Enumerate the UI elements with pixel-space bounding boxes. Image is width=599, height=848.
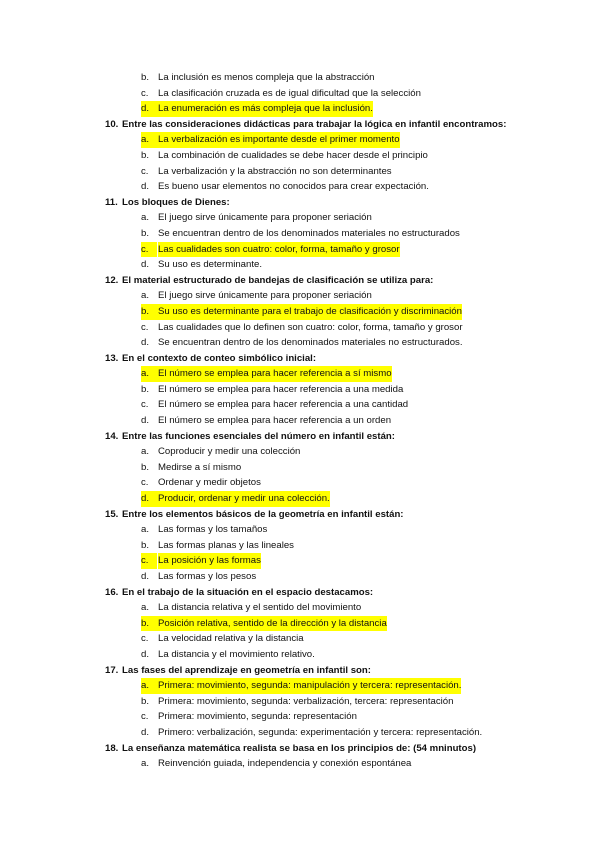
- question-text: El material estructurado de bandejas de clasificación se utiliza para:: [122, 274, 434, 286]
- question-number: 17.: [105, 664, 119, 676]
- question-heading: [0, 507, 599, 523]
- answer-option: [0, 522, 599, 538]
- option-letter: d.: [141, 259, 150, 271]
- option-letter: b.: [141, 72, 150, 83]
- option-text: El juego sirve únicamente para proponer seriación: [158, 290, 372, 302]
- answer-option-highlighted: [0, 366, 599, 382]
- answer-option: [0, 86, 599, 102]
- option-text: El número se emplea para hacer referencia a una cantidad: [158, 399, 409, 411]
- option-letter: a.: [141, 678, 158, 694]
- option-letter: a.: [141, 758, 150, 770]
- question-text: En el contexto de conteo simbólico inicial:: [122, 352, 317, 364]
- option-letter: d.: [141, 571, 150, 582]
- option-letter: c.: [141, 321, 149, 333]
- answer-option-highlighted: [0, 678, 599, 694]
- option-text: Primero: verbalización, segunda: experimentación y tercera: representación.: [158, 726, 483, 738]
- option-text: La clasificación cruzada es de igual dificultad que la selección: [158, 87, 421, 99]
- question-number: 18.: [105, 742, 119, 754]
- question-number: 15.: [105, 508, 119, 520]
- question-number: 14.: [105, 430, 119, 442]
- question-heading: [0, 741, 599, 757]
- option-letter: b.: [141, 539, 150, 551]
- option-text: Es bueno usar elementos no conocidos para crear expectación.: [158, 181, 429, 193]
- quiz-content: [0, 70, 599, 772]
- question-heading: [0, 429, 599, 445]
- question-heading: [0, 585, 599, 601]
- option-text: Primera: movimiento, segunda: manipulación y tercera: representación.: [158, 678, 461, 694]
- answer-option-highlighted: [0, 491, 599, 507]
- question-text: Entre las funciones esenciales del número en infantil están:: [122, 430, 395, 442]
- option-text: El número se emplea para hacer referencia a sí mismo: [158, 366, 392, 382]
- answer-option-highlighted: [0, 553, 599, 569]
- option-text: La distancia y el movimiento relativo.: [158, 648, 315, 660]
- answer-option: [0, 179, 599, 195]
- question-heading: [0, 351, 599, 367]
- option-text: Su uso es determinante para el trabajo de clasificación y discriminación: [158, 304, 462, 320]
- option-letter: a.: [141, 212, 150, 224]
- option-text: Ordenar y medir objetos: [158, 477, 261, 489]
- option-letter: a.: [141, 602, 150, 614]
- option-text: La posición y las formas: [158, 553, 261, 569]
- option-text: El número se emplea para hacer referencia a una medida: [158, 383, 404, 395]
- option-text: Se encuentran dentro de los denominados materiales no estructurados: [158, 227, 460, 239]
- option-text: El número se emplea para hacer referencia a un orden: [158, 415, 392, 427]
- answer-option: [0, 694, 599, 710]
- option-text: La enumeración es más compleja que la inclusión.: [158, 101, 373, 117]
- option-letter: d.: [141, 337, 150, 349]
- answer-option: [0, 569, 599, 585]
- answer-option-highlighted: [0, 132, 599, 148]
- option-letter: c.: [141, 399, 149, 411]
- option-letter: d.: [141, 648, 150, 660]
- question-number: 10.: [105, 118, 119, 130]
- answer-option: [0, 709, 599, 725]
- answer-option: [0, 600, 599, 616]
- answer-option: [0, 444, 599, 460]
- option-text: La combinación de cualidades se debe hacer desde el principio: [158, 149, 428, 161]
- answer-option-highlighted: [0, 304, 599, 320]
- option-letter: d.: [141, 415, 150, 427]
- question-number: 13.: [105, 352, 119, 364]
- answer-option: [0, 756, 599, 772]
- option-text: Primera: movimiento, segunda: representación: [158, 711, 357, 723]
- option-letter: b.: [141, 695, 150, 707]
- option-text: Las formas planas y las lineales: [158, 539, 294, 551]
- option-letter: b.: [141, 149, 150, 161]
- question-text: Entre las consideraciones didácticas para trabajar la lógica en infantil encontramos:: [122, 118, 507, 130]
- question-number: 16.: [105, 586, 119, 598]
- option-letter: b.: [141, 304, 158, 320]
- option-text: Las cualidades son cuatro: color, forma, tamaño y grosor: [158, 242, 400, 258]
- question-text: Entre los elementos básicos de la geometría en infantil están:: [122, 508, 404, 520]
- question-number: 11.: [105, 196, 118, 208]
- answer-option: [0, 538, 599, 554]
- question-text: La enseñanza matemática realista se basa en los principios de: (54 mninutos): [122, 742, 477, 754]
- option-text: Reinvención guiada, independencia y conexión espontánea: [158, 758, 412, 770]
- answer-option-highlighted: [0, 242, 599, 258]
- option-letter: c.: [141, 242, 157, 258]
- option-letter: c.: [141, 711, 149, 723]
- option-letter: c.: [141, 553, 157, 569]
- answer-option: [0, 382, 599, 398]
- answer-option: [0, 288, 599, 304]
- option-letter: a.: [141, 290, 150, 302]
- option-text: La distancia relativa y el sentido del movimiento: [158, 602, 362, 614]
- option-letter: d.: [141, 491, 158, 507]
- question-text: En el trabajo de la situación en el espacio destacamos:: [122, 586, 374, 598]
- option-text: Coproducir y medir una colección: [158, 446, 301, 458]
- option-text: Producir, ordenar y medir una colección.: [158, 491, 330, 507]
- option-letter: d.: [141, 181, 150, 193]
- answer-option: [0, 631, 599, 647]
- answer-option: [0, 397, 599, 413]
- option-text: La verbalización y la abstracción no son determinantes: [158, 165, 392, 177]
- option-letter: c.: [141, 477, 149, 489]
- option-letter: c.: [141, 165, 149, 177]
- answer-option: [0, 475, 599, 491]
- answer-option: [0, 335, 599, 351]
- option-letter: c.: [141, 633, 149, 645]
- option-text: Se encuentran dentro de los denominados materiales no estructurados.: [158, 337, 463, 349]
- option-letter: a.: [141, 366, 158, 382]
- option-letter: b.: [141, 461, 150, 473]
- option-letter: a.: [141, 524, 150, 536]
- option-text: Primera: movimiento, segunda: verbalización, tercera: representación: [158, 695, 454, 707]
- option-text: Medirse a sí mismo: [158, 461, 242, 473]
- question-heading: [0, 195, 599, 211]
- answer-option: [0, 210, 599, 226]
- answer-option: [0, 413, 599, 429]
- option-text: Las formas y los pesos: [158, 571, 257, 582]
- option-text: La inclusión es menos compleja que la abstracción: [158, 72, 375, 83]
- option-letter: b.: [141, 227, 150, 239]
- answer-option: [0, 148, 599, 164]
- option-text: Posición relativa, sentido de la dirección y la distancia: [158, 616, 387, 632]
- option-text: Las cualidades que lo definen son cuatro: color, forma, tamaño y grosor: [158, 321, 463, 333]
- option-letter: c.: [141, 87, 149, 99]
- option-letter: d.: [141, 101, 158, 117]
- answer-option: [0, 70, 599, 86]
- question-text: Las fases del aprendizaje en geometría en infantil son:: [122, 664, 371, 676]
- answer-option: [0, 257, 599, 273]
- answer-option: [0, 164, 599, 180]
- option-text: La velocidad relativa y la distancia: [158, 633, 304, 645]
- question-heading: [0, 663, 599, 679]
- question-heading: [0, 273, 599, 289]
- answer-option: [0, 647, 599, 663]
- option-text: La verbalización es importante desde el primer momento: [158, 132, 400, 148]
- question-text: Los bloques de Dienes:: [122, 196, 230, 208]
- answer-option: [0, 725, 599, 741]
- option-text: Su uso es determinante.: [158, 259, 262, 271]
- answer-option: [0, 460, 599, 476]
- option-letter: d.: [141, 726, 150, 738]
- option-text: Las formas y los tamaños: [158, 524, 268, 536]
- option-letter: b.: [141, 616, 158, 632]
- answer-option-highlighted: [0, 101, 599, 117]
- question-number: 12.: [105, 274, 119, 286]
- option-letter: b.: [141, 383, 150, 395]
- question-heading: [0, 117, 599, 133]
- option-letter: a.: [141, 132, 158, 148]
- answer-option: [0, 320, 599, 336]
- option-text: El juego sirve únicamente para proponer seriación: [158, 212, 372, 224]
- answer-option-highlighted: [0, 616, 599, 632]
- answer-option: [0, 226, 599, 242]
- option-letter: a.: [141, 446, 150, 458]
